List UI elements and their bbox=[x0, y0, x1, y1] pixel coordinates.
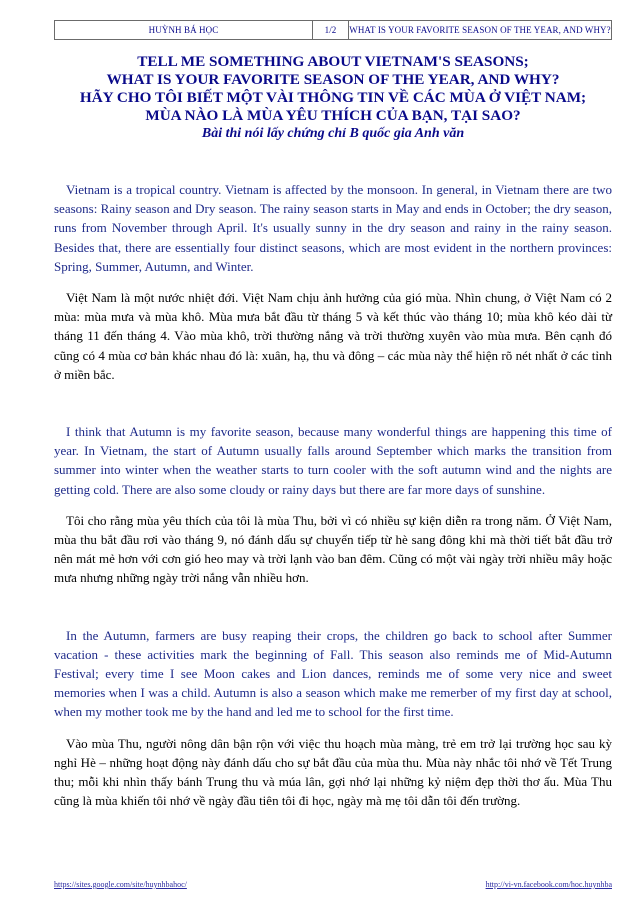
title-line-3: HÃY CHO TÔI BIẾT MỘT VÀI THÔNG TIN VỀ CÁC MÙA Ở VIỆT NAM; bbox=[79, 89, 587, 106]
paragraph-vietnamese-2: Tôi cho rằng mùa yêu thích của tôi là mùa Thu, bởi vì có nhiều sự kiện diễn ra trong năm. Ở Việt Nam, mùa thu bắt đầu rơi vào tháng 9, nó đánh dấu sự chuyển tiếp từ hè sang đông khi mà thời tiết bắt đầu trở nên mát mẻ hơn với cơn gió heo may và trời lạnh vào ban đêm. Cũng có một vài ngày trời nhiều mây hoặc mưa nhưng những ngày trời nắng vẫn nhiều hơn. bbox=[54, 512, 612, 586]
footer-link-google-site[interactable]: https://sites.google.com/site/huynhbahoc/ bbox=[54, 880, 187, 889]
header-title: WHAT IS YOUR FAVORITE SEASON OF THE YEAR, AND WHY? bbox=[349, 25, 611, 35]
page-header bbox=[54, 20, 612, 40]
footer-link-facebook[interactable]: http://vi-vn.facebook.com/hoc.huynhba bbox=[485, 880, 612, 889]
title-line-2: WHAT IS YOUR FAVORITE SEASON OF THE YEAR, AND WHY? bbox=[106, 71, 560, 88]
paragraph-vietnamese-3: Vào mùa Thu, người nông dân bận rộn với việc thu hoạch mùa màng, trẻ em trở lại trường học sau kỳ nghỉ Hè – những hoạt động này đánh dấu cho sự bắt đầu của mùa thu. Mùa này nhắc tôi nhớ về Tết Trung thu; mỗi khi nhìn thấy bánh Trung thu và múa lân, gợi nhớ lại những kỷ niệm đẹp thời thơ ấu. Mùa Thu cũng là mùa khiến tôi nhớ về ngày đầu tiên tôi đi học, ngày mà mẹ tôi dẫn tôi đến trường. bbox=[54, 735, 612, 809]
header-page-number: 1/2 bbox=[313, 21, 349, 39]
page-footer bbox=[54, 880, 612, 892]
paragraph-vietnamese-1: Việt Nam là một nước nhiệt đới. Việt Nam chịu ảnh hưởng của gió mùa. Nhìn chung, ở Việt Nam có 2 mùa: mùa mưa và mùa khô. Mùa mưa bắt đầu từ tháng 5 và kết thúc vào tháng 10; mùa khô kéo dài từ tháng 11 đến tháng 4. Vào mùa khô, trời thường nắng và trời thường xuyên vào mùa mưa. Bên cạnh đó cũng có 4 mùa cơ bản khác nhau đó là: xuân, hạ, thu và đông – các mùa này thể hiện rõ nét nhất ở các tỉnh ở miền bắc. bbox=[54, 290, 612, 382]
paragraph-english-2: I think that Autumn is my favorite season, because many wonderful things are happening this time of year. In Vietnam, the start of Autumn usually falls around September which marks the transition from summer into winter when the weather starts to turn cooler with the soft autumn wind and the nights are getting cold. There are also some cloudy or rainy days but there are far more days of sunshine. bbox=[54, 424, 612, 497]
paragraph-english-3: In the Autumn, farmers are busy reaping their crops, the children go back to school after Summer vacation - these activities mark the beginning of Fall. This season also reminds me of Mid-Autumn Festival; every time I see Moon cakes and Lion dances, reminds me of some very nice and sweet memories when I was a child. Autumn is also a season which make me remerber of my first day at school, when my mother took me by the hand and led me to school for the first time. bbox=[54, 627, 612, 720]
document-title bbox=[54, 53, 612, 143]
title-line-4: MÙA NÀO LÀ MÙA YÊU THÍCH CỦA BẠN, TẠI SAO? bbox=[145, 107, 521, 124]
document-body bbox=[54, 180, 612, 810]
document-subtitle: Bài thi nói lấy chứng chỉ B quốc gia Anh văn bbox=[201, 126, 465, 141]
title-line-1: TELL ME SOMETHING ABOUT VIETNAM'S SEASONS; bbox=[137, 53, 529, 70]
paragraph-english-1: Vietnam is a tropical country. Vietnam is affected by the monsoon. In general, in Vietnam there are two seasons: Rainy season and Dry season. The rainy season starts in May and ends in October; the dry season, runs from November through April. It's usually sunny in the dry season and rainy in the rainy season. Besides that, there are essentially four distinct seasons, which are most evident in the northern provinces: Spring, Summer, Autumn, and Winter. bbox=[54, 182, 612, 274]
header-author: HUỲNH BÁ HỌC bbox=[55, 21, 313, 39]
